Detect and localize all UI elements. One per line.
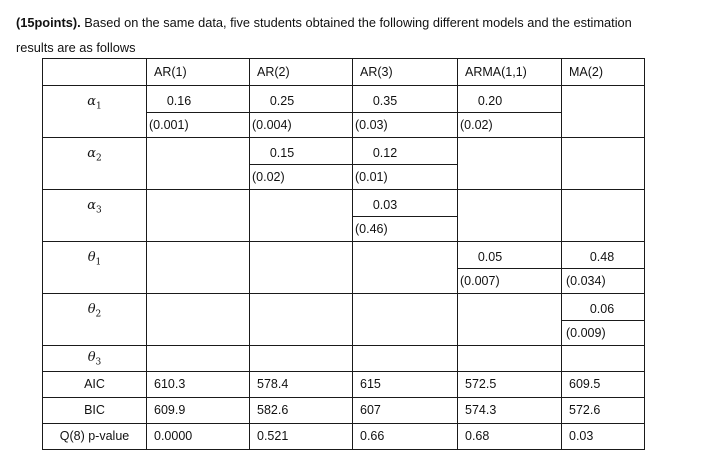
- param-subscript: 1: [95, 257, 102, 268]
- coef-cell: [562, 138, 645, 190]
- question-points: (15points).: [16, 15, 81, 30]
- estimate-value: 0.48: [589, 250, 615, 264]
- stat-value: 578.4: [257, 377, 289, 391]
- header-ar2: AR(2): [250, 59, 353, 86]
- coef-cell: [250, 346, 353, 372]
- stat-value-cell: [353, 424, 458, 450]
- stat-value: 0.03: [569, 429, 594, 443]
- stat-label: BIC: [43, 398, 147, 424]
- stat-value: 0.68: [465, 429, 490, 443]
- coef-cell: [147, 346, 250, 372]
- param-label: [43, 86, 147, 138]
- coef-cell: [562, 346, 645, 372]
- stat-value: 609.5: [569, 377, 601, 391]
- std-error-value: (0.46): [355, 222, 388, 236]
- param-subscript: 2: [95, 309, 102, 320]
- std-error-value: (0.034): [566, 274, 606, 288]
- stat-value: 615: [360, 377, 381, 391]
- coef-cell: [353, 242, 458, 294]
- cell-divider: [458, 112, 561, 113]
- estimate-value: 0.15: [269, 146, 295, 160]
- coef-cell: [562, 242, 645, 294]
- estimate-value: 0.06: [589, 302, 615, 316]
- coef-cell: [562, 190, 645, 242]
- estimate-value: 0.25: [269, 94, 295, 108]
- stat-value: 607: [360, 403, 381, 417]
- stat-value-cell: [353, 398, 458, 424]
- stat-label: Q(8) p-value: [43, 424, 147, 450]
- param-label: [43, 346, 147, 372]
- stat-value-cell: [458, 398, 562, 424]
- header-ar3: AR(3): [353, 59, 458, 86]
- coef-cell: [458, 190, 562, 242]
- table-row: [43, 138, 645, 190]
- coef-cell: [147, 190, 250, 242]
- cell-divider: [353, 164, 457, 165]
- table-row: [43, 86, 645, 138]
- header-ma2: MA(2): [562, 59, 645, 86]
- estimate-value: 0.35: [372, 94, 398, 108]
- question-text: [16, 10, 688, 60]
- param-symbol: θ: [87, 350, 96, 365]
- stat-value: 610.3: [154, 377, 186, 391]
- std-error-value: (0.009): [566, 326, 606, 340]
- table-header-row: [43, 59, 645, 86]
- param-subscript: 3: [95, 357, 102, 368]
- table-row: [43, 294, 645, 346]
- stat-value: 572.6: [569, 403, 601, 417]
- cell-divider: [250, 164, 352, 165]
- std-error-value: (0.02): [252, 170, 285, 184]
- header-ar1: AR(1): [147, 59, 250, 86]
- stat-value-cell: [250, 424, 353, 450]
- stat-value-cell: [250, 372, 353, 398]
- cell-divider: [458, 268, 561, 269]
- table-row: [43, 190, 645, 242]
- stat-value-cell: [562, 398, 645, 424]
- param-symbol: α: [87, 94, 97, 109]
- coef-cell: [562, 86, 645, 138]
- coef-cell: [147, 242, 250, 294]
- coef-cell: [250, 86, 353, 138]
- header-stub: [43, 59, 147, 86]
- stat-value-cell: [147, 398, 250, 424]
- coef-cell: [250, 138, 353, 190]
- stat-value: 0.66: [360, 429, 385, 443]
- estimate-value: 0.20: [477, 94, 503, 108]
- stat-value-cell: [458, 372, 562, 398]
- param-symbol: α: [87, 146, 97, 161]
- stat-value: 574.3: [465, 403, 497, 417]
- stat-value-cell: [353, 372, 458, 398]
- coef-cell: [147, 86, 250, 138]
- std-error-value: (0.007): [460, 274, 500, 288]
- stat-value-cell: [147, 424, 250, 450]
- stat-value: 572.5: [465, 377, 497, 391]
- param-label: [43, 294, 147, 346]
- cell-divider: [353, 216, 457, 217]
- std-error-value: (0.02): [460, 118, 493, 132]
- coef-cell: [562, 294, 645, 346]
- estimate-value: 0.03: [372, 198, 398, 212]
- table-row: [43, 242, 645, 294]
- coef-cell: [250, 294, 353, 346]
- coef-cell: [458, 86, 562, 138]
- param-label: [43, 138, 147, 190]
- coef-cell: [353, 138, 458, 190]
- cell-divider: [353, 112, 457, 113]
- std-error-value: (0.001): [149, 118, 189, 132]
- coef-cell: [458, 138, 562, 190]
- coef-cell: [458, 294, 562, 346]
- coef-cell: [147, 138, 250, 190]
- std-error-value: (0.01): [355, 170, 388, 184]
- stat-value: 0.521: [257, 429, 289, 443]
- stat-value: 0.0000: [154, 429, 193, 443]
- param-symbol: α: [87, 198, 97, 213]
- stat-value-cell: [458, 424, 562, 450]
- coef-cell: [353, 190, 458, 242]
- table-row: [43, 372, 645, 398]
- param-subscript: 2: [96, 153, 102, 164]
- cell-divider: [250, 112, 352, 113]
- stat-label: AIC: [43, 372, 147, 398]
- stat-value: 582.6: [257, 403, 289, 417]
- coef-cell: [353, 294, 458, 346]
- table-row: [43, 346, 645, 372]
- param-subscript: 3: [96, 205, 102, 216]
- coef-cell: [458, 242, 562, 294]
- coef-cell: [353, 86, 458, 138]
- cell-divider: [562, 320, 644, 321]
- std-error-value: (0.004): [252, 118, 292, 132]
- param-label: [43, 190, 147, 242]
- param-symbol: θ: [87, 250, 96, 265]
- table-row: [43, 424, 645, 450]
- table-row: [43, 398, 645, 424]
- std-error-value: (0.03): [355, 118, 388, 132]
- header-arma11: ARMA(1,1): [458, 59, 562, 86]
- param-symbol: θ: [87, 302, 96, 317]
- cell-divider: [147, 112, 249, 113]
- coef-cell: [147, 294, 250, 346]
- question-line-1: Based on the same data, five students obtained the following different models and the estimation: [80, 15, 632, 30]
- param-subscript: 1: [96, 101, 102, 112]
- coef-cell: [353, 346, 458, 372]
- estimate-value: 0.16: [166, 94, 192, 108]
- stat-value-cell: [147, 372, 250, 398]
- stat-value-cell: [250, 398, 353, 424]
- estimate-value: 0.12: [372, 146, 398, 160]
- estimation-results-table: [42, 58, 645, 450]
- coef-cell: [250, 190, 353, 242]
- coef-cell: [458, 346, 562, 372]
- estimate-value: 0.05: [477, 250, 503, 264]
- coef-cell: [250, 242, 353, 294]
- question-line-2: results are as follows: [16, 40, 136, 55]
- param-label: [43, 242, 147, 294]
- stat-value-cell: [562, 424, 645, 450]
- cell-divider: [562, 268, 644, 269]
- stat-value-cell: [562, 372, 645, 398]
- stat-value: 609.9: [154, 403, 186, 417]
